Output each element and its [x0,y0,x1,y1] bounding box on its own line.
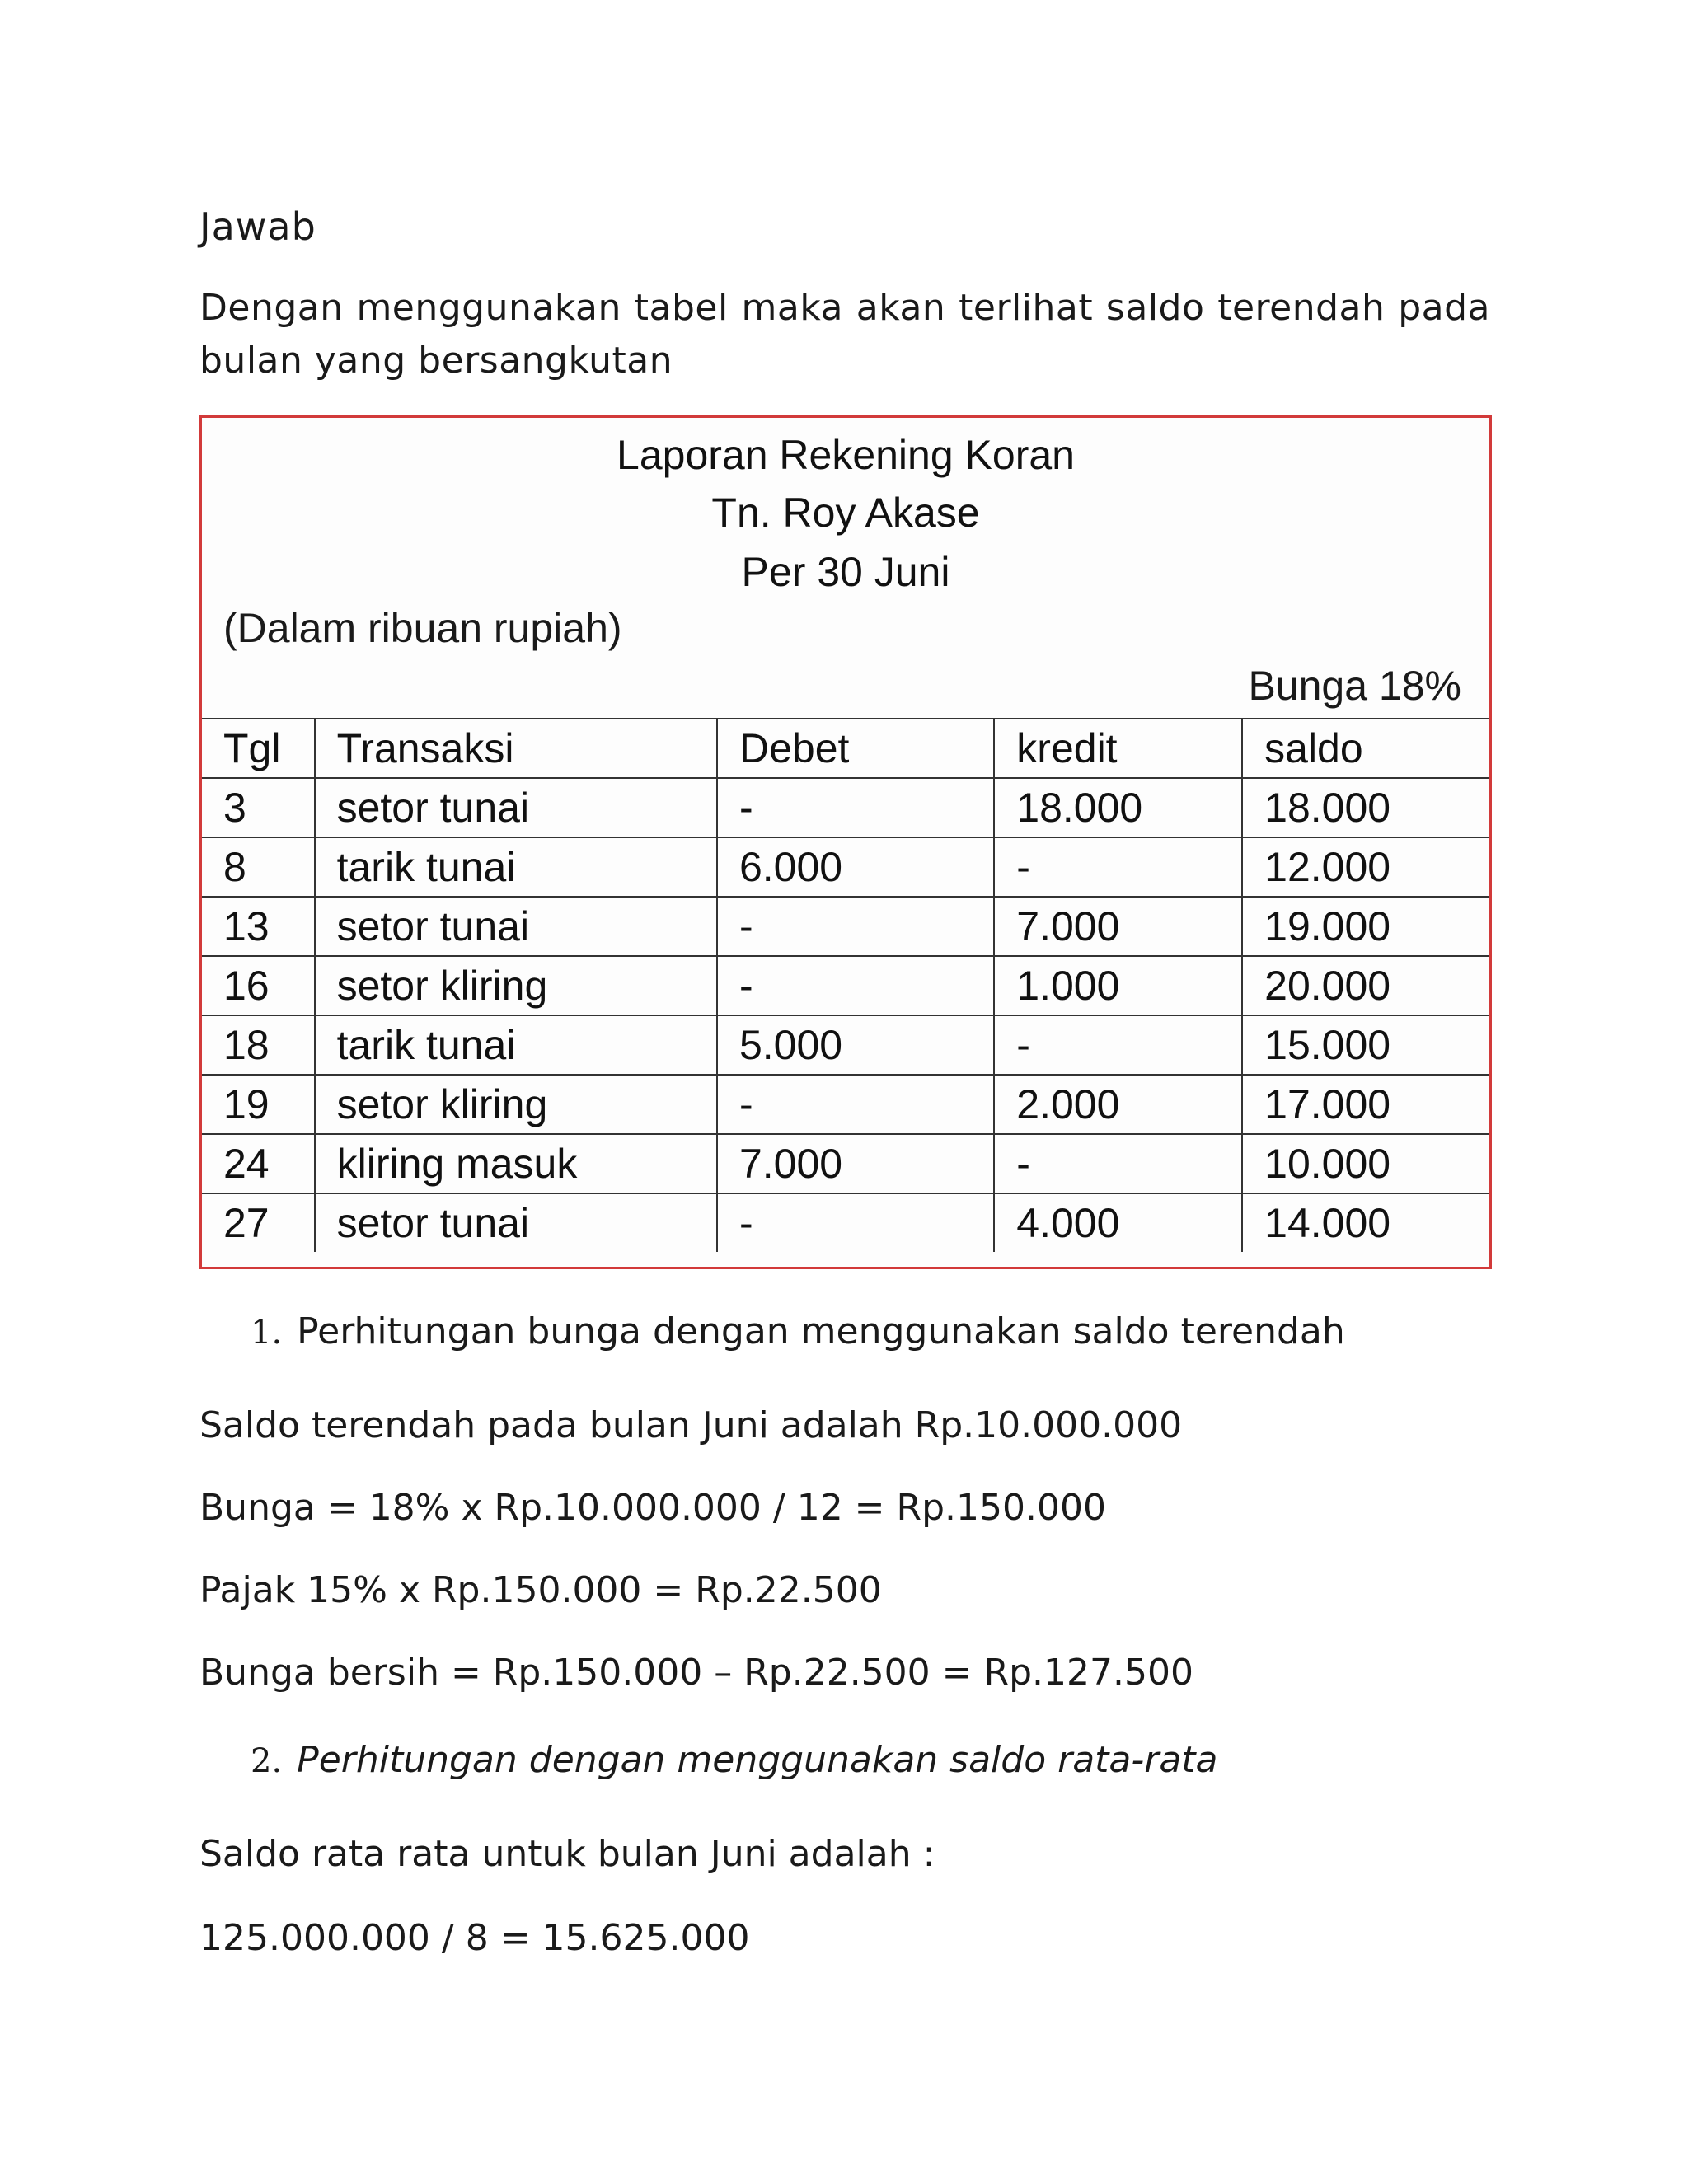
table-row [202,956,1489,1015]
table-row [202,778,1489,837]
column-header-debit: Debet [717,719,994,778]
cell-balance: 17.000 [1242,1075,1489,1134]
cell-balance: 20.000 [1242,956,1489,1015]
list-number: 2. [251,1742,283,1780]
report-unit-note: (Dalam ribuan rupiah) [223,605,622,651]
cell-credit: - [994,837,1242,897]
cell-transaction: kliring masuk [315,1134,717,1193]
section-title: Perhitungan dengan menggunakan saldo rata-rata [297,1739,1218,1781]
section-title: Perhitungan bunga dengan menggunakan saldo terendah [297,1310,1345,1352]
cell-transaction: tarik tunai [315,837,717,897]
cell-debit: - [717,897,994,956]
calc-line: 125.000.000 / 8 = 15.625.000 [199,1917,750,1959]
cell-balance: 18.000 [1242,778,1489,837]
cell-debit: 5.000 [717,1015,994,1075]
table-row [202,1075,1489,1134]
cell-date: 13 [202,897,315,956]
cell-transaction: setor tunai [315,778,717,837]
cell-transaction: setor tunai [315,897,717,956]
cell-credit: - [994,1134,1242,1193]
cell-credit: 7.000 [994,897,1242,956]
calc-line: Saldo rata rata untuk bulan Juni adalah : [199,1833,935,1875]
cell-transaction: setor tunai [315,1193,717,1252]
table-row [202,1015,1489,1075]
report-account-holder: Tn. Roy Akase [711,490,980,536]
bank-statement-report [199,415,1492,1269]
column-header-transaction: Transaksi [315,719,717,778]
table-row [202,1134,1489,1193]
cell-date: 8 [202,837,315,897]
report-interest-rate: Bunga 18% [1248,663,1461,709]
cell-debit: - [717,1193,994,1252]
report-period: Per 30 Juni [741,549,950,595]
list-number: 1. [251,1314,283,1352]
cell-debit: - [717,956,994,1015]
cell-balance: 14.000 [1242,1193,1489,1252]
intro-paragraph: Dengan menggunakan tabel maka akan terlihat saldo terendah pada bulan yang bersangkutan [199,287,1490,382]
calc-line: Saldo terendah pada bulan Juni adalah Rp.10.000.000 [199,1404,1183,1446]
cell-date: 16 [202,956,315,1015]
cell-date: 27 [202,1193,315,1252]
cell-transaction: tarik tunai [315,1015,717,1075]
cell-debit: - [717,778,994,837]
calc-line: Pajak 15% x Rp.150.000 = Rp.22.500 [199,1569,882,1611]
cell-balance: 19.000 [1242,897,1489,956]
calc-line: Bunga bersih = Rp.150.000 – Rp.22.500 = Rp.127.500 [199,1652,1193,1694]
cell-credit: 2.000 [994,1075,1242,1134]
ledger-table [202,718,1489,1252]
column-header-balance: saldo [1242,719,1489,778]
cell-date: 3 [202,778,315,837]
section-1-heading [251,1310,1345,1352]
cell-balance: 12.000 [1242,837,1489,897]
table-header-row [202,719,1489,778]
table-row [202,897,1489,956]
cell-date: 18 [202,1015,315,1075]
cell-debit: 6.000 [717,837,994,897]
cell-credit: 1.000 [994,956,1242,1015]
table-row [202,837,1489,897]
calc-line: Bunga = 18% x Rp.10.000.000 / 12 = Rp.150.000 [199,1487,1106,1529]
cell-transaction: setor kliring [315,956,717,1015]
report-title: Laporan Rekening Koran [617,432,1075,478]
column-header-credit: kredit [994,719,1242,778]
cell-transaction: setor kliring [315,1075,717,1134]
cell-balance: 15.000 [1242,1015,1489,1075]
answer-heading: Jawab [199,204,316,249]
column-header-date: Tgl [202,719,315,778]
cell-date: 24 [202,1134,315,1193]
cell-date: 19 [202,1075,315,1134]
table-row [202,1193,1489,1252]
cell-debit: 7.000 [717,1134,994,1193]
cell-credit: 4.000 [994,1193,1242,1252]
cell-debit: - [717,1075,994,1134]
cell-credit: 18.000 [994,778,1242,837]
cell-balance: 10.000 [1242,1134,1489,1193]
cell-credit: - [994,1015,1242,1075]
section-2-heading [251,1739,1218,1781]
